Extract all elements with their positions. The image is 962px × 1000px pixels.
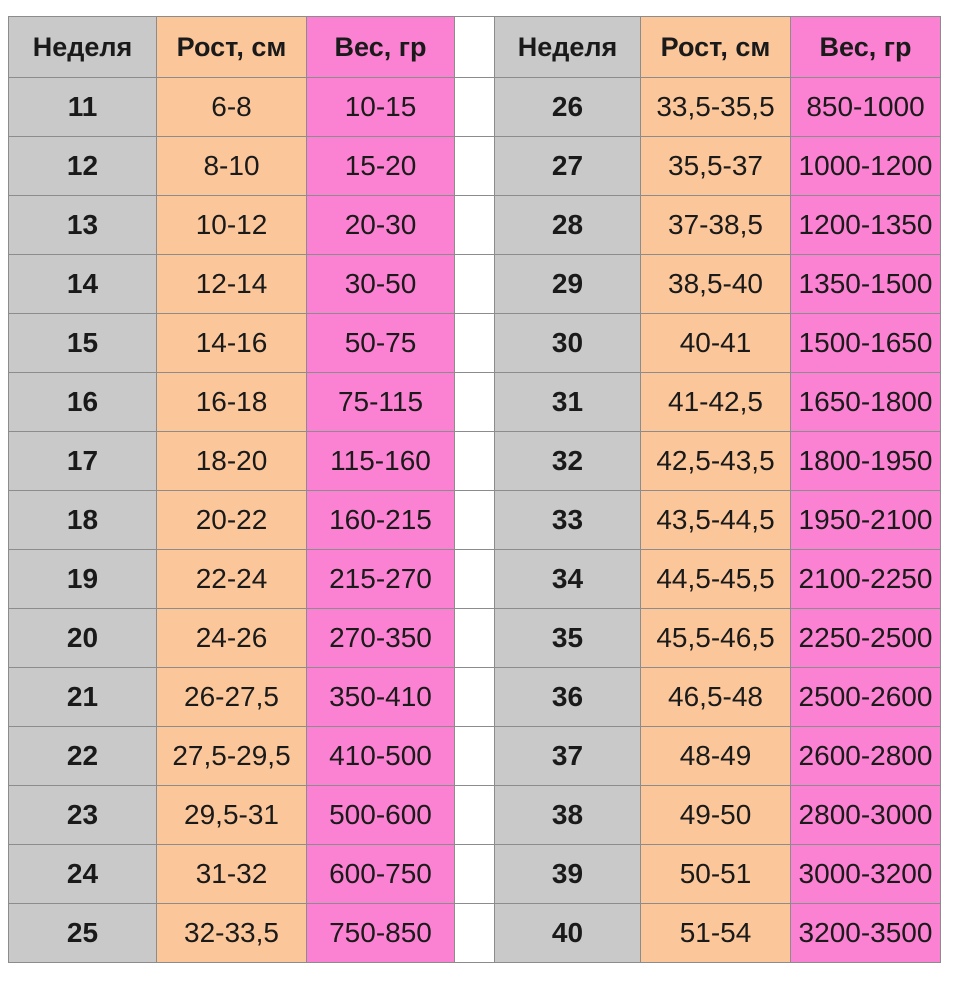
weight-cell[interactable]: 10-15 — [307, 78, 455, 137]
height-cell[interactable]: 16-18 — [157, 373, 307, 432]
height-cell[interactable]: 10-12 — [157, 196, 307, 255]
weight-cell[interactable]: 30-50 — [307, 255, 455, 314]
week-cell[interactable]: 23 — [9, 786, 157, 845]
weight-cell[interactable]: 160-215 — [307, 491, 455, 550]
week-cell[interactable]: 30 — [495, 314, 641, 373]
height-cell[interactable]: 29,5-31 — [157, 786, 307, 845]
table-row — [9, 373, 941, 432]
week-cell[interactable]: 32 — [495, 432, 641, 491]
week-cell[interactable]: 39 — [495, 845, 641, 904]
weight-cell[interactable]: 600-750 — [307, 845, 455, 904]
week-cell[interactable]: 14 — [9, 255, 157, 314]
gap-cell[interactable] — [455, 668, 495, 727]
height-cell[interactable]: 14-16 — [157, 314, 307, 373]
gap-cell[interactable] — [455, 727, 495, 786]
table-body — [9, 17, 941, 963]
height-cell[interactable]: 8-10 — [157, 137, 307, 196]
week-cell[interactable]: 24 — [9, 845, 157, 904]
height-cell[interactable]: 48-49 — [641, 727, 791, 786]
height-cell[interactable]: 6-8 — [157, 78, 307, 137]
height-cell[interactable]: 49-50 — [641, 786, 791, 845]
week-cell[interactable]: 19 — [9, 550, 157, 609]
week-cell[interactable]: 35 — [495, 609, 641, 668]
table-row — [9, 491, 941, 550]
weight-cell[interactable]: 20-30 — [307, 196, 455, 255]
table-row — [9, 668, 941, 727]
header-weight[interactable]: Вес, гр — [307, 17, 455, 78]
height-cell[interactable]: 22-24 — [157, 550, 307, 609]
gap-cell[interactable] — [455, 255, 495, 314]
weight-cell[interactable]: 750-850 — [307, 904, 455, 963]
weight-cell[interactable]: 15-20 — [307, 137, 455, 196]
week-cell[interactable]: 26 — [495, 78, 641, 137]
pregnancy-growth-table — [8, 16, 941, 963]
height-cell[interactable]: 26-27,5 — [157, 668, 307, 727]
weight-cell[interactable]: 75-115 — [307, 373, 455, 432]
week-cell[interactable]: 34 — [495, 550, 641, 609]
height-cell[interactable]: 37-38,5 — [641, 196, 791, 255]
week-cell[interactable]: 29 — [495, 255, 641, 314]
weight-cell[interactable]: 2600-2800 — [791, 727, 941, 786]
height-cell[interactable]: 12-14 — [157, 255, 307, 314]
height-cell[interactable]: 27,5-29,5 — [157, 727, 307, 786]
gap-cell[interactable] — [455, 314, 495, 373]
gap-cell[interactable] — [455, 373, 495, 432]
weight-cell[interactable]: 1200-1350 — [791, 196, 941, 255]
week-cell[interactable]: 28 — [495, 196, 641, 255]
weight-cell[interactable]: 1950-2100 — [791, 491, 941, 550]
height-cell[interactable]: 42,5-43,5 — [641, 432, 791, 491]
weight-cell[interactable]: 270-350 — [307, 609, 455, 668]
gap-cell[interactable] — [455, 904, 495, 963]
weight-cell[interactable]: 1800-1950 — [791, 432, 941, 491]
week-cell[interactable]: 33 — [495, 491, 641, 550]
weight-cell[interactable]: 410-500 — [307, 727, 455, 786]
height-cell[interactable]: 32-33,5 — [157, 904, 307, 963]
table-row — [9, 78, 941, 137]
height-cell[interactable]: 33,5-35,5 — [641, 78, 791, 137]
height-cell[interactable]: 38,5-40 — [641, 255, 791, 314]
weight-cell[interactable]: 850-1000 — [791, 78, 941, 137]
header-weight-right[interactable]: Вес, гр — [791, 17, 941, 78]
week-cell[interactable]: 36 — [495, 668, 641, 727]
weight-cell[interactable]: 215-270 — [307, 550, 455, 609]
table-row — [9, 786, 941, 845]
gap-cell[interactable] — [455, 78, 495, 137]
gap-cell[interactable] — [455, 609, 495, 668]
weight-cell[interactable]: 1650-1800 — [791, 373, 941, 432]
height-cell[interactable]: 46,5-48 — [641, 668, 791, 727]
weight-cell[interactable]: 50-75 — [307, 314, 455, 373]
height-cell[interactable]: 20-22 — [157, 491, 307, 550]
week-cell[interactable]: 40 — [495, 904, 641, 963]
height-cell[interactable]: 41-42,5 — [641, 373, 791, 432]
gap-cell[interactable] — [455, 17, 495, 78]
table-row — [9, 196, 941, 255]
weight-cell[interactable]: 3200-3500 — [791, 904, 941, 963]
header-height[interactable]: Рост, см — [157, 17, 307, 78]
height-cell[interactable]: 24-26 — [157, 609, 307, 668]
height-cell[interactable]: 50-51 — [641, 845, 791, 904]
table-row — [9, 845, 941, 904]
week-cell[interactable]: 17 — [9, 432, 157, 491]
weight-cell[interactable]: 1350-1500 — [791, 255, 941, 314]
gap-cell[interactable] — [455, 137, 495, 196]
height-cell[interactable]: 31-32 — [157, 845, 307, 904]
week-cell[interactable]: 11 — [9, 78, 157, 137]
gap-cell[interactable] — [455, 491, 495, 550]
week-cell[interactable]: 16 — [9, 373, 157, 432]
gap-cell[interactable] — [455, 786, 495, 845]
gap-cell[interactable] — [455, 550, 495, 609]
weight-cell[interactable]: 115-160 — [307, 432, 455, 491]
table-row — [9, 137, 941, 196]
header-row — [9, 17, 941, 78]
table-row — [9, 314, 941, 373]
height-cell[interactable]: 44,5-45,5 — [641, 550, 791, 609]
week-cell[interactable]: 21 — [9, 668, 157, 727]
week-cell[interactable]: 27 — [495, 137, 641, 196]
weight-cell[interactable]: 500-600 — [307, 786, 455, 845]
weight-cell[interactable]: 2250-2500 — [791, 609, 941, 668]
gap-cell[interactable] — [455, 845, 495, 904]
weight-cell[interactable]: 2100-2250 — [791, 550, 941, 609]
week-cell[interactable]: 31 — [495, 373, 641, 432]
weight-cell[interactable]: 350-410 — [307, 668, 455, 727]
header-height-right[interactable]: Рост, см — [641, 17, 791, 78]
height-cell[interactable]: 40-41 — [641, 314, 791, 373]
table-row — [9, 550, 941, 609]
table-row — [9, 255, 941, 314]
week-cell[interactable]: 13 — [9, 196, 157, 255]
table-row — [9, 609, 941, 668]
week-cell[interactable]: 25 — [9, 904, 157, 963]
height-cell[interactable]: 51-54 — [641, 904, 791, 963]
weight-cell[interactable]: 1000-1200 — [791, 137, 941, 196]
weight-cell[interactable]: 1500-1650 — [791, 314, 941, 373]
height-cell[interactable]: 18-20 — [157, 432, 307, 491]
gap-cell[interactable] — [455, 196, 495, 255]
week-cell[interactable]: 37 — [495, 727, 641, 786]
table-row — [9, 727, 941, 786]
height-cell[interactable]: 43,5-44,5 — [641, 491, 791, 550]
weight-cell[interactable]: 2800-3000 — [791, 786, 941, 845]
week-cell[interactable]: 18 — [9, 491, 157, 550]
table-row — [9, 432, 941, 491]
height-cell[interactable]: 35,5-37 — [641, 137, 791, 196]
table-row — [9, 904, 941, 963]
header-week[interactable]: Неделя — [9, 17, 157, 78]
weight-cell[interactable]: 3000-3200 — [791, 845, 941, 904]
week-cell[interactable]: 22 — [9, 727, 157, 786]
week-cell[interactable]: 38 — [495, 786, 641, 845]
week-cell[interactable]: 20 — [9, 609, 157, 668]
height-cell[interactable]: 45,5-46,5 — [641, 609, 791, 668]
weight-cell[interactable]: 2500-2600 — [791, 668, 941, 727]
week-cell[interactable]: 12 — [9, 137, 157, 196]
week-cell[interactable]: 15 — [9, 314, 157, 373]
gap-cell[interactable] — [455, 432, 495, 491]
header-week-right[interactable]: Неделя — [495, 17, 641, 78]
